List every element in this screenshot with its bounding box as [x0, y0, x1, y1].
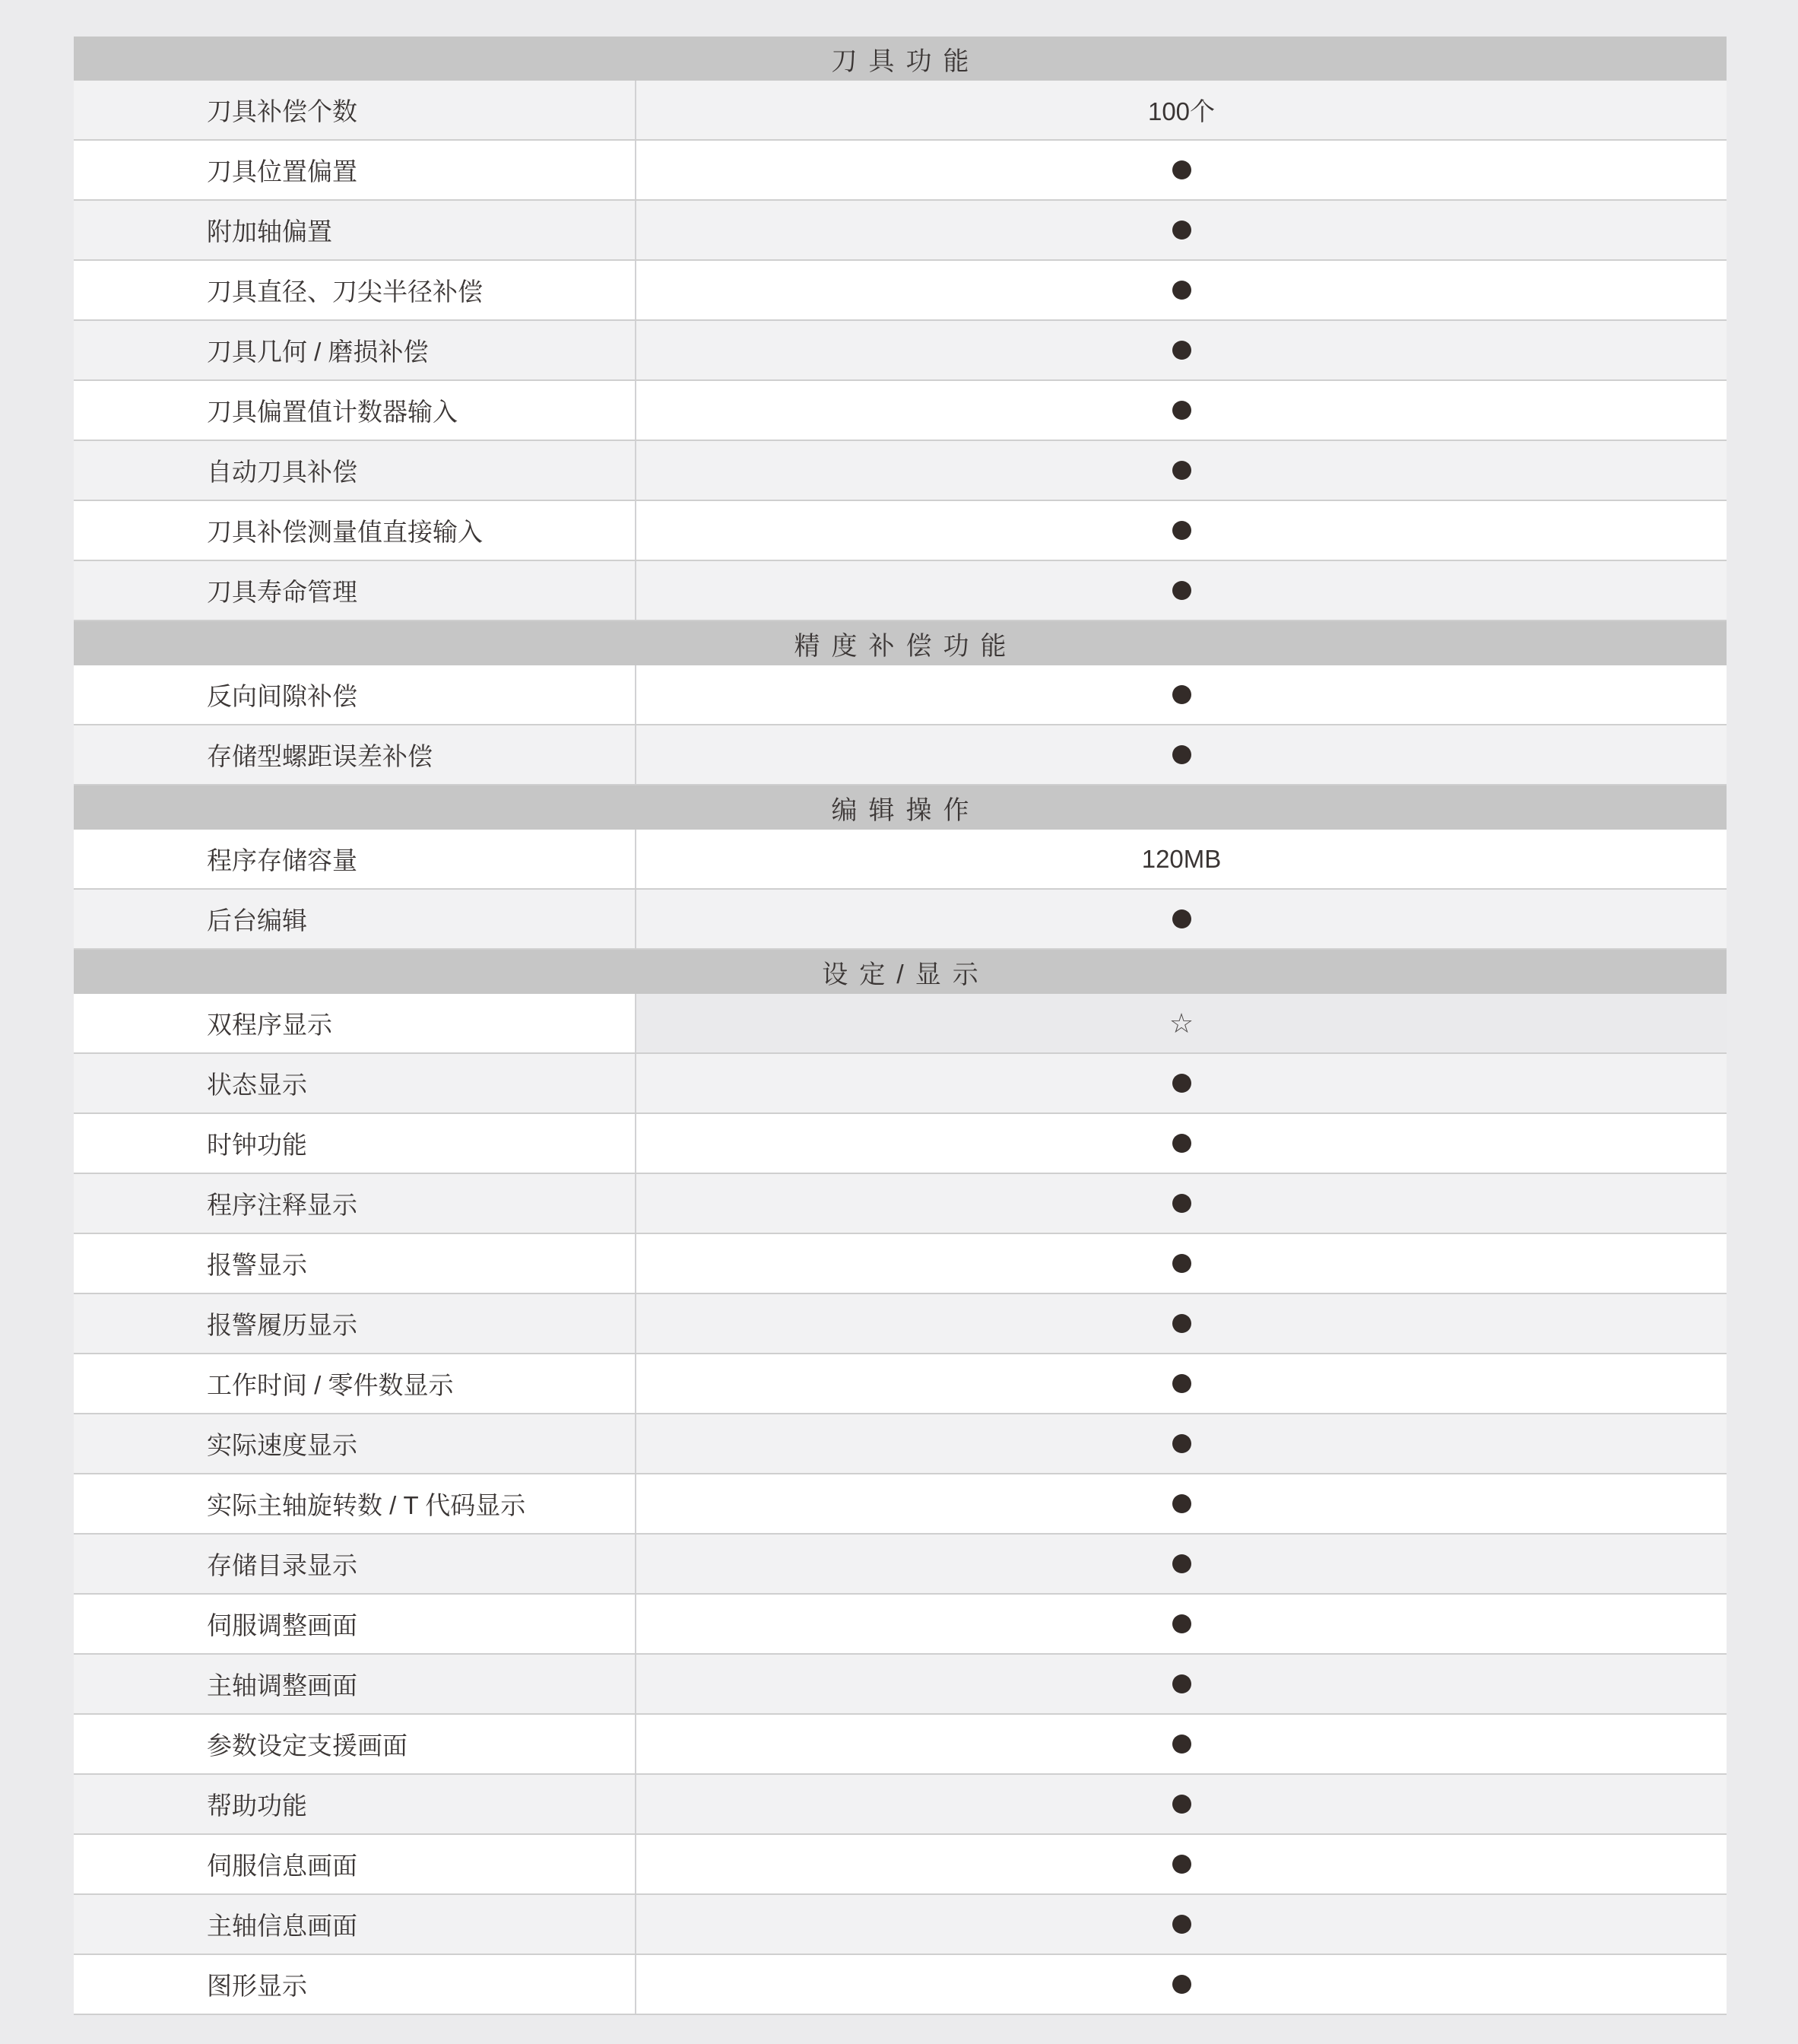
row-label: 伺服信息画面 — [74, 1835, 636, 1893]
section-header: 精度补偿功能 — [74, 621, 1727, 665]
filled-circle-icon — [1172, 1614, 1191, 1633]
filled-circle-icon — [1172, 281, 1191, 300]
table-row — [74, 1474, 1727, 1535]
row-label: 存储型螺距误差补偿 — [74, 725, 636, 784]
row-value — [636, 1775, 1727, 1833]
table-row — [74, 381, 1727, 441]
table-row — [74, 201, 1727, 261]
table-row — [74, 1715, 1727, 1775]
filled-circle-icon — [1172, 1674, 1191, 1693]
row-label: 工作时间 / 零件数显示 — [74, 1354, 636, 1413]
row-label: 程序注释显示 — [74, 1174, 636, 1233]
row-value — [636, 725, 1727, 784]
row-label: 参数设定支援画面 — [74, 1715, 636, 1773]
filled-circle-icon — [1172, 160, 1191, 179]
table-row — [74, 890, 1727, 950]
row-label: 实际速度显示 — [74, 1414, 636, 1473]
table-row — [74, 1354, 1727, 1414]
filled-circle-icon — [1172, 1194, 1191, 1213]
row-label: 时钟功能 — [74, 1114, 636, 1173]
row-value — [636, 1895, 1727, 1954]
table-row — [74, 261, 1727, 321]
section-header: 设定/显示 — [74, 950, 1727, 994]
row-value — [636, 1715, 1727, 1773]
row-label: 双程序显示 — [74, 994, 636, 1052]
filled-circle-icon — [1172, 1494, 1191, 1513]
table-row — [74, 1054, 1727, 1114]
row-value — [636, 1535, 1727, 1593]
row-label: 主轴信息画面 — [74, 1895, 636, 1954]
row-label: 刀具补偿测量值直接输入 — [74, 501, 636, 560]
row-label: 反向间隙补偿 — [74, 665, 636, 724]
row-label: 伺服调整画面 — [74, 1595, 636, 1653]
row-value — [636, 141, 1727, 199]
table-row — [74, 1895, 1727, 1955]
table-row — [74, 1595, 1727, 1655]
table-row — [74, 1535, 1727, 1595]
row-value: 100个 — [636, 81, 1727, 139]
filled-circle-icon — [1172, 461, 1191, 480]
filled-circle-icon — [1172, 1795, 1191, 1814]
row-value — [636, 321, 1727, 379]
row-label: 刀具位置偏置 — [74, 141, 636, 199]
row-value — [636, 994, 1727, 1052]
filled-circle-icon — [1172, 1434, 1191, 1453]
table-row — [74, 1655, 1727, 1715]
table-row — [74, 830, 1727, 890]
row-value — [636, 1414, 1727, 1473]
table-row — [74, 1174, 1727, 1234]
row-label: 图形显示 — [74, 1955, 636, 2014]
filled-circle-icon — [1172, 1134, 1191, 1153]
table-row — [74, 1775, 1727, 1835]
row-value — [636, 501, 1727, 560]
filled-circle-icon — [1172, 1855, 1191, 1874]
table-row — [74, 441, 1727, 501]
filled-circle-icon — [1172, 1074, 1191, 1093]
filled-circle-icon — [1172, 1374, 1191, 1393]
row-value — [636, 1955, 1727, 2014]
row-value — [636, 561, 1727, 620]
filled-circle-icon — [1172, 1735, 1191, 1754]
table-row — [74, 725, 1727, 786]
row-label: 刀具偏置值计数器输入 — [74, 381, 636, 440]
table-row — [74, 1294, 1727, 1354]
filled-circle-icon — [1172, 1975, 1191, 1994]
filled-circle-icon — [1172, 745, 1191, 764]
row-label: 附加轴偏置 — [74, 201, 636, 259]
row-label: 存储目录显示 — [74, 1535, 636, 1593]
table-row — [74, 501, 1727, 561]
row-value — [636, 1114, 1727, 1173]
hollow-star-icon: ☆ — [1169, 1007, 1194, 1039]
filled-circle-icon — [1172, 909, 1191, 928]
row-value: 120MB — [636, 830, 1727, 888]
table-row — [74, 1234, 1727, 1294]
row-label: 后台编辑 — [74, 890, 636, 948]
filled-circle-icon — [1172, 1254, 1191, 1273]
row-label: 实际主轴旋转数 / T 代码显示 — [74, 1474, 636, 1533]
row-value — [636, 1474, 1727, 1533]
row-value — [636, 1595, 1727, 1653]
row-value — [636, 1234, 1727, 1293]
row-value — [636, 261, 1727, 319]
row-label: 程序存储容量 — [74, 830, 636, 888]
table-row — [74, 994, 1727, 1054]
table-row — [74, 1114, 1727, 1174]
row-label: 主轴调整画面 — [74, 1655, 636, 1713]
row-label: 报警履历显示 — [74, 1294, 636, 1353]
filled-circle-icon — [1172, 1314, 1191, 1333]
row-value — [636, 1174, 1727, 1233]
row-label: 报警显示 — [74, 1234, 636, 1293]
filled-circle-icon — [1172, 221, 1191, 240]
table-row — [74, 561, 1727, 621]
filled-circle-icon — [1172, 521, 1191, 540]
row-value — [636, 1054, 1727, 1112]
row-value — [636, 381, 1727, 440]
row-value — [636, 201, 1727, 259]
table-row — [74, 81, 1727, 141]
row-value — [636, 1835, 1727, 1893]
table-row — [74, 1955, 1727, 2015]
filled-circle-icon — [1172, 341, 1191, 360]
row-value — [636, 890, 1727, 948]
row-value — [636, 1655, 1727, 1713]
row-label: 自动刀具补偿 — [74, 441, 636, 500]
row-value — [636, 1354, 1727, 1413]
filled-circle-icon — [1172, 1554, 1191, 1573]
spec-table — [74, 36, 1727, 2015]
table-row — [74, 141, 1727, 201]
row-label: 帮助功能 — [74, 1775, 636, 1833]
table-row — [74, 1414, 1727, 1474]
filled-circle-icon — [1172, 401, 1191, 420]
row-label: 刀具直径、刀尖半径补偿 — [74, 261, 636, 319]
row-label: 状态显示 — [74, 1054, 636, 1112]
table-row — [74, 665, 1727, 725]
filled-circle-icon — [1172, 685, 1191, 704]
row-label: 刀具补偿个数 — [74, 81, 636, 139]
table-row — [74, 321, 1727, 381]
table-row — [74, 1835, 1727, 1895]
row-label: 刀具寿命管理 — [74, 561, 636, 620]
row-label: 刀具几何 / 磨损补偿 — [74, 321, 636, 379]
filled-circle-icon — [1172, 1915, 1191, 1934]
row-value — [636, 665, 1727, 724]
filled-circle-icon — [1172, 581, 1191, 600]
section-header: 编辑操作 — [74, 786, 1727, 830]
section-header: 刀具功能 — [74, 36, 1727, 81]
row-value — [636, 441, 1727, 500]
row-value — [636, 1294, 1727, 1353]
